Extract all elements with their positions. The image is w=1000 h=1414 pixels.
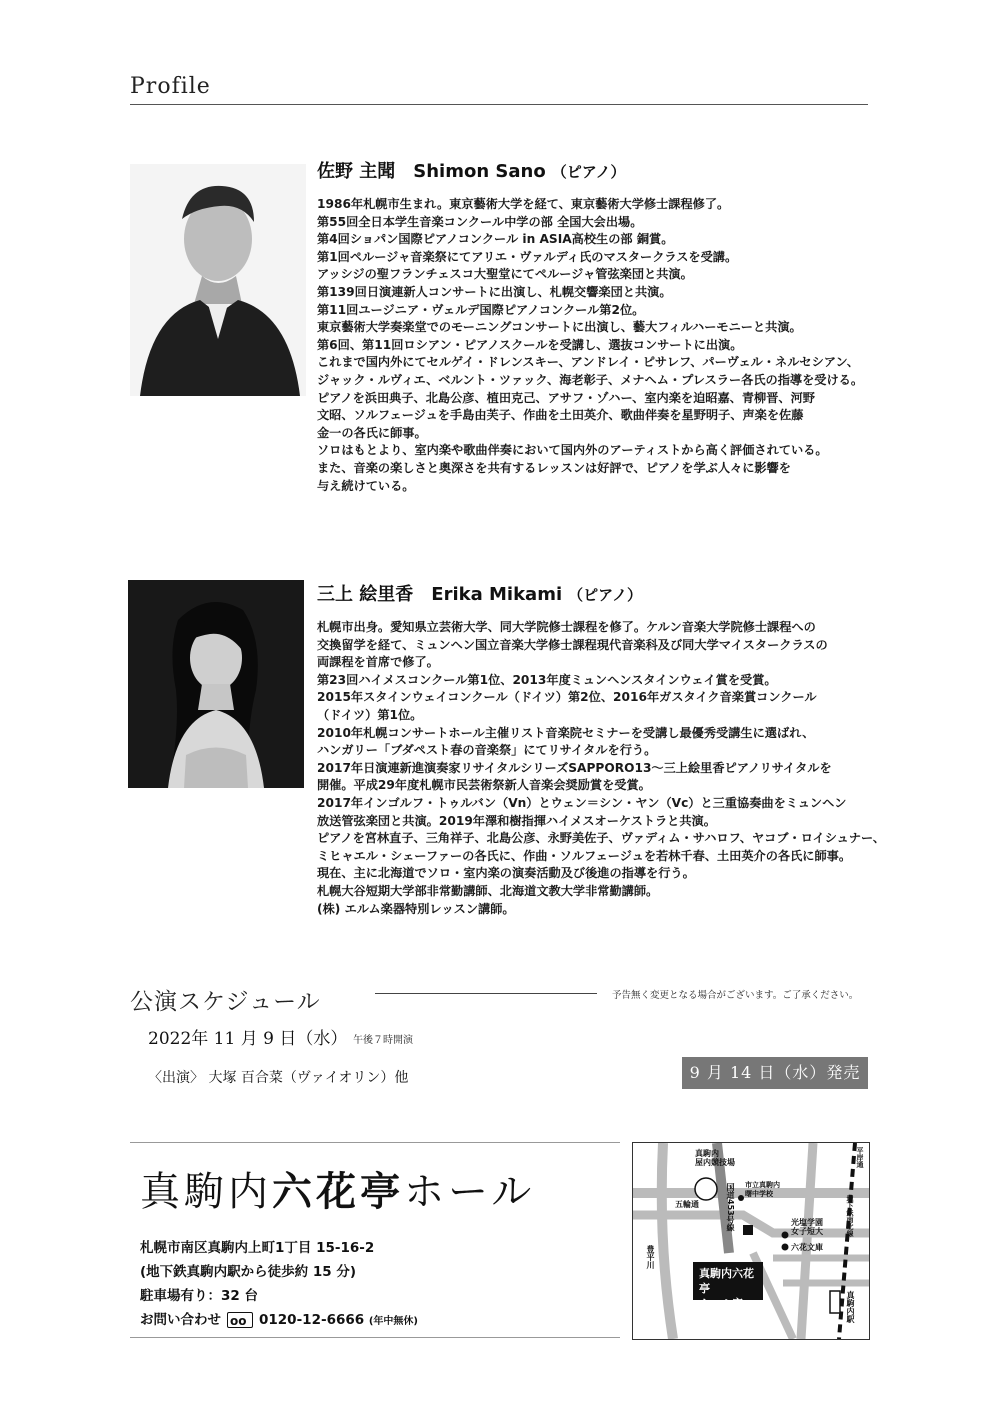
map-label-rink: 真駒内 屋内競技場 <box>695 1149 735 1167</box>
concert-performers: 〈出演〉 大塚 百合菜（ヴァイオリン）他 <box>148 1070 409 1086</box>
schedule-divider <box>375 993 597 994</box>
map-label-bunko: 六花文庫 <box>791 1243 823 1252</box>
instrument-label: （ピアノ） <box>568 586 642 604</box>
biography-sano <box>317 196 863 495</box>
portrait-photo-sano <box>130 164 306 396</box>
map-label-school: 市立真駒内 曙中学校 <box>745 1181 780 1198</box>
page-title: Profile <box>130 74 211 99</box>
map-label-subway: 地下鉄南北線 <box>846 1195 854 1237</box>
bio-line: 第6回、第11回ロシアン・ピアノスクールを受講し、選抜コンサートに出演。 <box>317 337 743 352</box>
bio-line: 第23回ハイメスコンクール第1位、2013年度ミュンヘンスタインウェイ賞を受賞。 <box>317 672 777 687</box>
venue-parking: 駐車場有り：32 台 <box>140 1288 258 1304</box>
performer-name-mikami <box>317 580 642 606</box>
bio-line: ミヒャエル・シェーファーの各氏に、作曲・ソルフェージュを若林千春、土田英介の各氏に師事。 <box>317 848 852 863</box>
bio-line: アッシジの聖フランチェスコ大聖堂にてペルージャ管弦楽団と共演。 <box>317 267 693 282</box>
bio-line: ピアノを宮林直子、三角祥子、北島公彦、永野美佐子、ヴァディム・サハロフ、ヤコブ・ロイシュナー、 <box>317 831 885 846</box>
concert-date: 2022年 11 月 9 日（水） <box>148 1029 348 1049</box>
bio-line: 1986年札幌市生まれ。東京藝術大学を経て、東京藝術大学修士課程修了。 <box>317 197 730 211</box>
bio-line: 2010年札幌コンサートホール主催リスト音楽院セミナーを受講し最優秀受講生に選ばれ、 <box>317 725 815 740</box>
map-label-station: 真駒内駅 <box>846 1291 855 1323</box>
schedule-notice: 予告無く変更となる場合がございます。ご了承ください。 <box>612 990 859 1001</box>
bio-line: 第1回ペルージャ音楽祭にてアリエ・ヴァルディ氏のマスタークラスを受講。 <box>317 249 738 264</box>
bio-line: ソロはもとより、室内楽や歌曲伴奏において国内外のアーティストから高く評価されている。 <box>317 443 828 458</box>
bio-line: 交換留学を経て、ミュンヘン国立音楽大学修士課程現代音楽科及び同大学マイスタークラスの <box>317 637 828 652</box>
bio-line: また、音楽の楽しさと奥深さを共有するレッスンは好評で、ピアノを学ぶ人々に影響を <box>317 460 791 475</box>
instrument-label: （ピアノ） <box>551 163 626 181</box>
bio-line: 現在、主に北海道でソロ・室内楽の演奏活動及び後進の指導を行う。 <box>317 866 695 881</box>
ticket-sale-badge: 9 月 14 日（水）発売 <box>682 1057 868 1089</box>
freedial-icon <box>227 1312 253 1328</box>
bio-line: 開催。平成29年度札幌市民芸術祭新人音楽会奨励賞を受賞。 <box>317 778 651 793</box>
bio-line: 第11回ユージニア・ヴェルデ国際ピアノコンクール第2位。 <box>317 302 645 317</box>
venue-address: 札幌市南区真駒内上町1丁目 15-16-2 <box>140 1240 375 1256</box>
bio-line: 第55回全日本学生音楽コンクール中学の部 全国大会出場。 <box>317 214 643 229</box>
biography-mikami <box>317 619 885 918</box>
map-label-route: 国道453号線 <box>726 1183 735 1232</box>
map-venue-marker: 真駒内六花亭 ホール店 <box>693 1262 763 1300</box>
bio-line: （ドイツ）第1位。 <box>317 707 423 722</box>
performer-name-sano <box>317 157 626 183</box>
bio-line: 両課程を首席で修了。 <box>317 655 439 670</box>
venue-logo <box>140 1160 535 1217</box>
bio-line: ジャック・ルヴィエ、ベルント・ツァック、海老彰子、メナヘム・プレスラー各氏の指導を受ける。 <box>317 372 864 387</box>
venue-access: (地下鉄真駒内駅から徒歩約 15 分) <box>140 1264 357 1280</box>
bio-line: 文昭、ソルフェージュを手島由芙子、作曲を土田英介、歌曲伴奏を星野明子、声楽を佐藤 <box>317 408 804 423</box>
bio-line: 2017年日演連新進演奏家リサイタルシリーズSAPPORO13〜三上絵里香ピアノリサイタルを <box>317 760 832 775</box>
header-divider <box>130 104 868 105</box>
bio-line: 第139回日演連新人コンサートに出演し、札幌交響楽団と共演。 <box>317 284 672 299</box>
access-map <box>632 1142 870 1340</box>
schedule-heading: 公演スケジュール <box>130 989 321 1015</box>
map-label-gorin: 五輪通 <box>675 1200 699 1209</box>
bio-line: (株) エルム楽器特別レッスン講師。 <box>317 901 515 916</box>
bio-line: 与え続けている。 <box>317 478 415 493</box>
contact-phone[interactable]: 0120-12-6666 <box>259 1312 365 1328</box>
name-roman: Shimon Sano <box>413 161 546 182</box>
bio-line: ハンガリー「ブダペスト春の音楽祭」にてリサイタルを行う。 <box>317 743 657 758</box>
bio-line: ピアノを浜田典子、北島公彦、植田克己、アサフ・ゾハー、室内楽を迫昭嘉、青柳晋、河野 <box>317 390 815 405</box>
name-roman: Erika Mikami <box>431 584 563 605</box>
concert-time: 午後７時開演 <box>353 1035 413 1046</box>
contact-label: お問い合わせ <box>140 1312 221 1328</box>
venue-name-part: ホール <box>404 1169 536 1215</box>
bio-line: これまで国内外にてセルゲイ・ドレンスキー、アンドレイ・ピサレフ、パーヴェル・ネルセシアン、 <box>317 355 859 370</box>
bio-line: 札幌大谷短期大学部非常勤講師、北海道文教大学非常勤講師。 <box>317 883 659 898</box>
bio-line: 2015年スタインウェイコンクール（ドイツ）第2位、2016年ガスタイク音楽賞コンクール <box>317 690 817 705</box>
bio-line: 2017年インゴルフ・トゥルバン（Vn）とウェン＝シン・ヤン（Vc）と三重協奏曲をミュンヘン <box>317 795 847 810</box>
portrait-photo-mikami <box>128 580 304 788</box>
phone-note: (年中無休) <box>368 1316 418 1327</box>
venue-divider-bottom <box>130 1337 620 1338</box>
venue-name-part: 六花亭 <box>272 1168 404 1215</box>
bio-line: 放送管弦楽団と共演。2019年澤和樹指揮ハイメスオーケストラと共演。 <box>317 813 716 828</box>
venue-info <box>140 1236 418 1334</box>
map-label-college: 光塩学園 女子短大 <box>791 1218 823 1236</box>
bio-line: 東京藝術大学奏楽堂でのモーニングコンサートに出演し、藝大フィルハーモニーと共演。 <box>317 320 802 335</box>
map-label-hiraoka: 平岸通 <box>856 1147 864 1168</box>
venue-divider-top <box>130 1142 620 1143</box>
bio-line: 金一の各氏に師事。 <box>317 425 427 440</box>
venue-contact <box>140 1308 418 1334</box>
bio-line: 第4回ショパン国際ピアノコンクール in ASIA高校生の部 銅賞。 <box>317 232 674 247</box>
name-japanese: 三上 絵里香 <box>317 584 414 605</box>
venue-name-part: 真駒内 <box>140 1169 272 1215</box>
bio-line: 札幌市出身。愛知県立芸術大学、同大学院修士課程を修了。ケルン音楽大学院修士課程への <box>317 620 816 634</box>
name-japanese: 佐野 主聞 <box>317 161 396 182</box>
map-label-river: 豊平川 <box>646 1245 655 1269</box>
